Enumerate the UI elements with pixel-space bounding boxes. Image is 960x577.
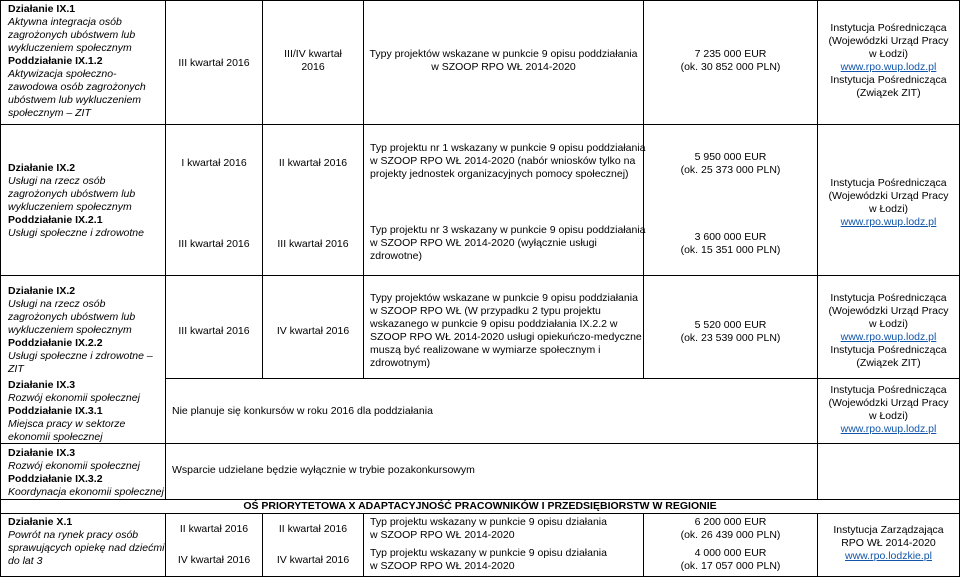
institution-name: Instytucja Pośrednicząca bbox=[830, 344, 947, 356]
subaction-title: Poddziałanie IX.2.2 bbox=[8, 337, 103, 349]
institution-name: (Wojewódzki Urząd Pracy bbox=[828, 190, 949, 202]
action-title: Działanie IX.2 bbox=[8, 285, 76, 297]
selection-quarter: 2016 bbox=[301, 61, 325, 73]
project-types: zdrowotne) bbox=[370, 250, 422, 262]
call-quarter: II kwartał 2016 bbox=[179, 523, 249, 535]
project-types: w SZOOP RPO WŁ 2014-2020 bbox=[370, 529, 515, 541]
call-quarter: III kwartał 2016 bbox=[178, 325, 250, 337]
institution-name: (Wojewódzki Urząd Pracy bbox=[828, 305, 949, 317]
institution-name: Instytucja Pośrednicząca bbox=[830, 384, 947, 396]
call-quarter: III kwartał 2016 bbox=[178, 238, 250, 250]
action-text: Koordynacja ekonomii społecznej bbox=[8, 486, 164, 498]
project-types: w SZOOP RPO WŁ (W przypadku 2 typu projektu bbox=[370, 305, 601, 317]
institution-name: (Związek ZIT) bbox=[856, 87, 921, 99]
action-title: Działanie IX.2 bbox=[8, 162, 76, 174]
project-types: muszą być realizowane w wymiarze społecznym i bbox=[370, 344, 601, 356]
subaction-title: Poddziałanie IX.1.2 bbox=[8, 55, 103, 67]
subaction-title: Poddziałanie IX.2.1 bbox=[8, 214, 103, 226]
institution-link[interactable]: www.rpo.wup.lodz.pl bbox=[840, 216, 937, 228]
institution-name: (Związek ZIT) bbox=[856, 357, 921, 369]
action-text: wykluczeniem społecznym bbox=[8, 324, 132, 336]
call-quarter: IV kwartał 2016 bbox=[177, 554, 251, 566]
project-types: w SZOOP RPO WŁ 2014-2020 bbox=[370, 560, 515, 572]
institution-name: Instytucja Pośrednicząca bbox=[830, 177, 947, 189]
action-text: sprawujących opiekę nad dziećmi bbox=[8, 542, 165, 554]
action-text: Usługi na rzecz osób bbox=[8, 298, 106, 310]
project-types: w SZOOP RPO WŁ 2014-2020 (wyłącznie usługi bbox=[370, 237, 597, 249]
allocation-pln: (ok. 30 852 000 PLN) bbox=[680, 61, 781, 73]
institution-name: RPO WŁ 2014-2020 bbox=[841, 537, 936, 549]
action-text: wykluczeniem społecznym bbox=[8, 42, 132, 54]
institution-name: Instytucja Pośrednicząca bbox=[830, 74, 947, 86]
allocation-pln: (ok. 17 057 000 PLN) bbox=[680, 560, 781, 572]
institution-link[interactable]: www.rpo.wup.lodz.pl bbox=[840, 61, 937, 73]
action-text: Aktywizacja społeczno- bbox=[8, 68, 117, 80]
selection-quarter: II kwartał 2016 bbox=[278, 523, 348, 535]
call-quarter: III kwartał 2016 bbox=[178, 57, 250, 69]
allocation-eur: 5 520 000 EUR bbox=[694, 319, 767, 331]
selection-quarter: III/IV kwartał bbox=[284, 48, 342, 60]
off-competition-note: Wsparcie udzielane będzie wyłącznie w trybie pozakonkursowym bbox=[172, 464, 475, 476]
project-types: w SZOOP RPO WŁ 2014-2020 bbox=[431, 61, 576, 73]
institution-name: (Wojewódzki Urząd Pracy bbox=[828, 397, 949, 409]
action-text: Usługi na rzecz osób bbox=[8, 175, 106, 187]
project-types: wskazanego w punkcie 9 opisu poddziałania IX.2.2 w bbox=[370, 318, 618, 330]
project-types: Typ projektu wskazany w punkcie 9 opisu działania bbox=[370, 516, 607, 528]
action-text: do lat 3 bbox=[8, 555, 43, 567]
project-types: Typ projektu wskazany w punkcie 9 opisu działania bbox=[370, 547, 607, 559]
subaction-title: Poddziałanie IX.3.1 bbox=[8, 405, 103, 417]
action-text: Usługi społeczne i zdrowotne – bbox=[8, 350, 153, 362]
institution-link[interactable]: www.rpo.wup.lodz.pl bbox=[840, 423, 937, 435]
project-types: Typy projektów wskazane w punkcie 9 opisu poddziałania bbox=[370, 292, 638, 304]
institution-name: Instytucja Pośrednicząca bbox=[830, 292, 947, 304]
selection-quarter: II kwartał 2016 bbox=[278, 157, 348, 169]
allocation-pln: (ok. 25 373 000 PLN) bbox=[680, 164, 781, 176]
action-title: Działanie IX.1 bbox=[8, 3, 76, 15]
action-text: wykluczeniem społecznym bbox=[8, 201, 132, 213]
allocation-eur: 5 950 000 EUR bbox=[694, 151, 767, 163]
allocation-pln: (ok. 15 351 000 PLN) bbox=[680, 244, 781, 256]
action-text: Aktywna integracja osób bbox=[8, 16, 122, 28]
call-quarter: I kwartał 2016 bbox=[181, 157, 247, 169]
priority-axis-header: OŚ PRIORYTETOWA X ADAPTACYJNOŚĆ PRACOWNIKÓW I PRZEDSIĘBIORSTW W REGIONIE bbox=[243, 500, 717, 512]
action-text: Miejsca pracy w sektorze bbox=[8, 418, 126, 430]
action-text: zagrożonych ubóstwem lub bbox=[8, 311, 136, 323]
action-text: ubóstwem lub wykluczeniem bbox=[8, 94, 142, 106]
action-text: Rozwój ekonomii społecznej bbox=[8, 460, 140, 472]
action-title: Działanie IX.3 bbox=[8, 447, 76, 459]
subaction-title: Poddziałanie IX.3.2 bbox=[8, 473, 103, 485]
project-types: Typ projektu nr 1 wskazany w punkcie 9 opisu poddziałania bbox=[370, 142, 646, 154]
institution-name: (Wojewódzki Urząd Pracy bbox=[828, 35, 949, 47]
action-text: ekonomii społecznej bbox=[8, 431, 103, 443]
project-types: w SZOOP RPO WŁ 2014-2020 (nabór wniosków tylko na bbox=[370, 155, 636, 167]
action-text: ZIT bbox=[8, 363, 24, 375]
action-title: Działanie IX.3 bbox=[8, 379, 76, 391]
no-calls-note: Nie planuje się konkursów w roku 2016 dla poddziałania bbox=[172, 405, 433, 417]
institution-link[interactable]: www.rpo.lodzkie.pl bbox=[845, 550, 932, 562]
selection-quarter: III kwartał 2016 bbox=[277, 238, 349, 250]
action-text: zagrożonych ubóstwem lub bbox=[8, 188, 136, 200]
institution-name: w Łodzi) bbox=[868, 410, 909, 422]
institution-name: Instytucja Pośrednicząca bbox=[830, 22, 947, 34]
allocation-pln: (ok. 26 439 000 PLN) bbox=[680, 529, 781, 541]
action-text: Powrót na rynek pracy osób bbox=[8, 529, 139, 541]
allocation-eur: 7 235 000 EUR bbox=[694, 48, 767, 60]
project-types: Typ projektu nr 3 wskazany w punkcie 9 opisu poddziałania bbox=[370, 224, 646, 236]
institution-name: w Łodzi) bbox=[868, 48, 909, 60]
action-text: zagrożonych ubóstwem lub bbox=[8, 29, 136, 41]
institution-name: w Łodzi) bbox=[868, 318, 909, 330]
institution-name: Instytucja Zarządzająca bbox=[833, 524, 944, 536]
action-text: Usługi społeczne i zdrowotne bbox=[8, 227, 144, 239]
project-types: projekty jednostek organizacyjnych pomocy społecznej) bbox=[370, 168, 629, 180]
selection-quarter: IV kwartał 2016 bbox=[276, 325, 350, 337]
project-types: Typy projektów wskazane w punkcie 9 opisu poddziałania bbox=[369, 48, 638, 60]
institution-name: w Łodzi) bbox=[868, 203, 909, 215]
project-types: zdrowotnym) bbox=[370, 357, 431, 369]
action-title: Działanie X.1 bbox=[8, 516, 73, 528]
allocation-eur: 6 200 000 EUR bbox=[694, 516, 767, 528]
allocation-eur: 3 600 000 EUR bbox=[694, 231, 767, 243]
action-text: Rozwój ekonomii społecznej bbox=[8, 392, 140, 404]
action-text: zawodowa osób zagrożonych bbox=[8, 81, 146, 93]
institution-link[interactable]: www.rpo.wup.lodz.pl bbox=[840, 331, 937, 343]
allocation-eur: 4 000 000 EUR bbox=[694, 547, 767, 559]
action-text: społecznym – ZIT bbox=[8, 107, 91, 119]
project-types: SZOOP RPO WŁ 2014-2020 usługi opiekuńczo-medyczne bbox=[370, 331, 642, 343]
selection-quarter: IV kwartał 2016 bbox=[276, 554, 350, 566]
allocation-pln: (ok. 23 539 000 PLN) bbox=[680, 332, 781, 344]
